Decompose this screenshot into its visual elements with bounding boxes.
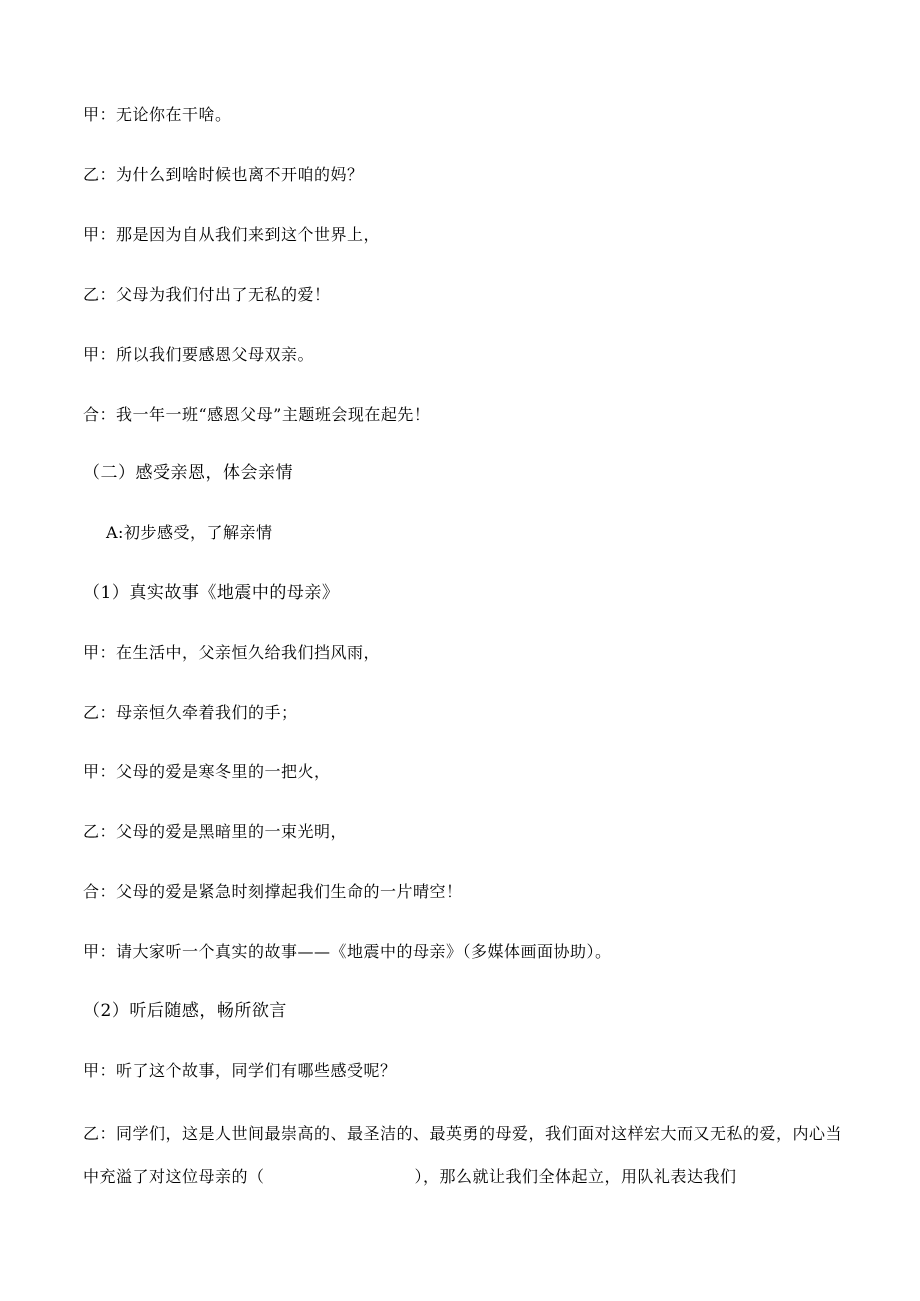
dialogue-line-8: 乙：母亲恒久牵着我们的手； [83, 703, 298, 722]
final-paragraph-text: 乙：同学们，这是人世间最崇高的、最圣洁的、最英勇的母爱，我们面对这样宏大而又无私的爱，内心当中充溢了对这位母亲的（ [83, 1124, 843, 1186]
dialogue-line-4: 乙：父母为我们付出了无私的爱！ [83, 285, 331, 304]
dialogue-line-7: 甲：在生活中，父亲恒久给我们挡风雨， [83, 643, 381, 662]
subsection-heading: A:初步感受，了解亲情 [106, 523, 273, 542]
dialogue-line-9: 甲：父母的爱是寒冬里的一把火， [83, 762, 331, 781]
dialogue-line-10: 乙：父母的爱是黑暗里的一束光明， [83, 822, 348, 841]
final-paragraph [83, 1112, 843, 1198]
story-heading: （1）真实故事《地震中的母亲》 [83, 583, 340, 603]
dialogue-line-11: 合：父母的爱是紧急时刻撑起我们生命的一片晴空！ [83, 882, 463, 901]
dialogue-line-5: 甲：所以我们要感恩父母双亲。 [83, 345, 315, 364]
reflection-heading: （2）听后随感，畅所欲言 [83, 1001, 287, 1021]
dialogue-line-3: 甲：那是因为自从我们来到这个世界上， [83, 225, 381, 244]
dialogue-line-2: 乙：为什么到啥时候也离不开咱的妈？ [83, 165, 364, 184]
dialogue-line-1: 甲：无论你在干啥。 [83, 105, 232, 124]
final-paragraph-text-end: ），那么就让我们全体起立，用队礼表达我们 [414, 1167, 737, 1186]
dialogue-line-6: 合：我一年一班“感恩父母”主题班会现在起先！ [83, 405, 431, 424]
section-heading: （二）感受亲恩，体会亲情 [83, 463, 293, 483]
dialogue-line-12: 甲：请大家听一个真实的故事——《地震中的母亲》（多媒体画面协助）。 [83, 942, 612, 961]
dialogue-line-13: 甲：听了这个故事，同学们有哪些感受呢？ [83, 1061, 397, 1080]
